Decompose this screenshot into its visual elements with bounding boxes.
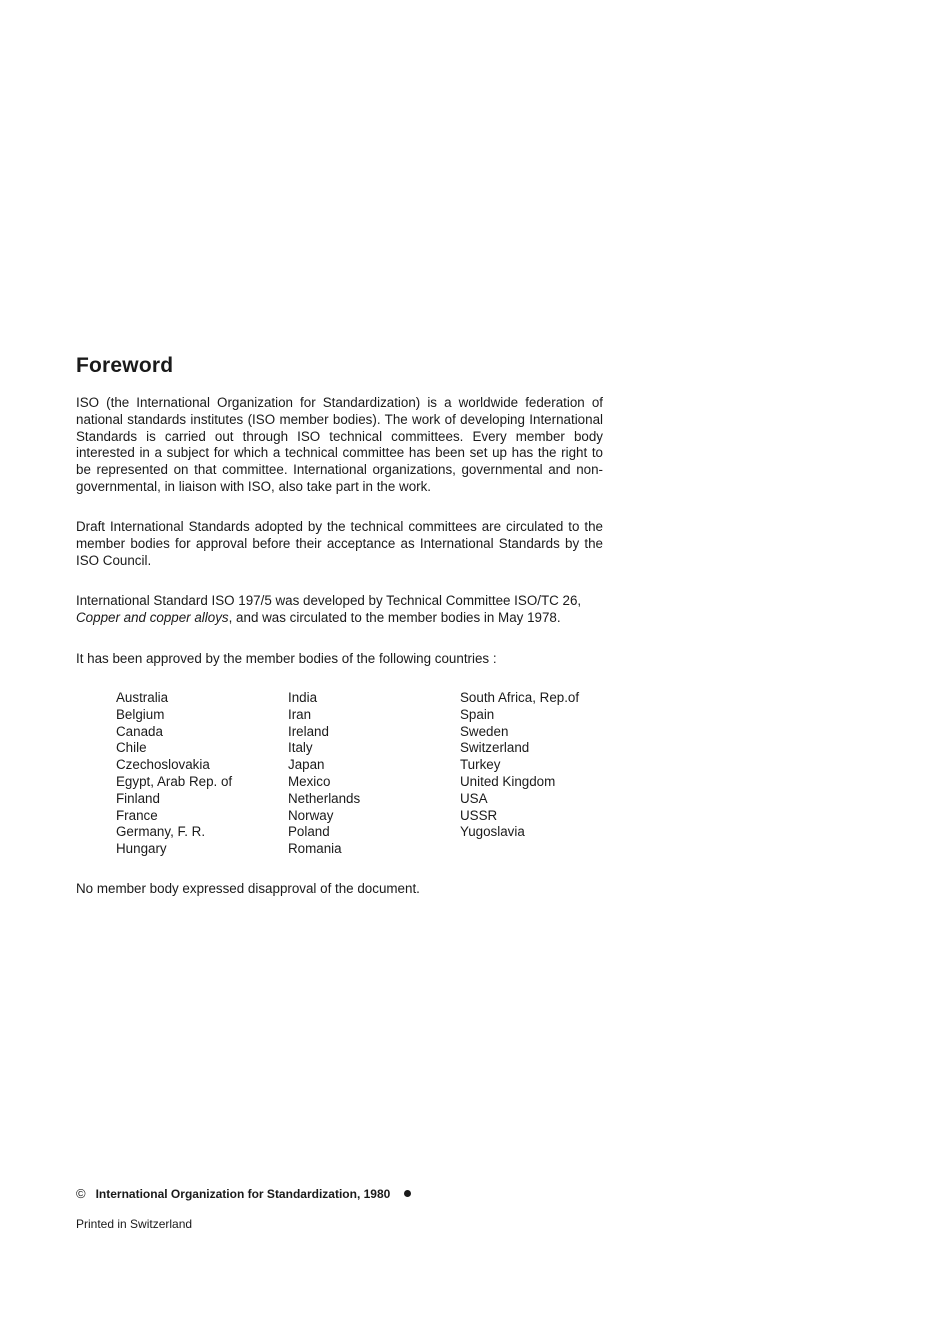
country-item: France xyxy=(116,807,158,823)
country-item: Chile xyxy=(116,740,147,756)
country-item: India xyxy=(288,690,318,705)
country-item: Japan xyxy=(288,757,325,773)
country-item: Switzerland xyxy=(460,740,530,756)
copyright-icon: © xyxy=(76,1186,86,1201)
country-item: Iran xyxy=(288,706,312,722)
committee-subject: Copper and copper alloys xyxy=(76,609,229,625)
country-column-2 xyxy=(288,690,360,858)
country-item: USSR xyxy=(460,807,498,823)
country-item: Spain xyxy=(460,706,495,722)
country-list xyxy=(116,690,616,870)
country-item: Turkey xyxy=(460,757,501,773)
country-item: Romania xyxy=(288,841,342,857)
country-item: Canada xyxy=(116,723,163,739)
country-item: Czechoslovakia xyxy=(116,757,210,773)
country-item: Germany, F. R. xyxy=(116,824,206,840)
country-item: Netherlands xyxy=(288,790,361,806)
country-item: Mexico xyxy=(288,773,331,789)
country-item: United Kingdom xyxy=(460,773,556,789)
country-item: Australia xyxy=(116,690,169,705)
country-item: South Africa, Rep.of xyxy=(460,690,580,705)
copyright-text: International Organization for Standardization, 1980 xyxy=(95,1187,391,1201)
country-item: Hungary xyxy=(116,841,167,857)
page-title: Foreword xyxy=(76,354,174,377)
country-item: Yugoslavia xyxy=(460,824,525,840)
paragraph-standard-text-end: , and was circulated to the member bodies in May 1978. xyxy=(228,609,561,625)
country-item: Italy xyxy=(288,740,313,756)
paragraph-no-disapproval: No member body expressed disapproval of the document. xyxy=(76,881,420,896)
country-item: Finland xyxy=(116,790,160,806)
paragraph-standard-development xyxy=(76,593,603,627)
country-item: Belgium xyxy=(116,706,165,722)
country-column-1 xyxy=(116,690,232,858)
country-item: Egypt, Arab Rep. of xyxy=(116,773,233,789)
paragraph-standard-text: International Standard ISO 197/5 was developed by Technical Committee ISO/TC 26, xyxy=(76,593,582,608)
paragraph-iso-intro: ISO (the International Organization for Standardization) is a worldwide federation of national standards institutes (ISO member bodies). The work of developing International Standards is carried out through ISO technical committees. Every member body interested in a subject for which a technical committee has been set up has the right to be represented on that committee. International organizations, governmental and non-governmental, in liaison with ISO, also take part in the work. xyxy=(76,395,603,494)
paragraph-draft-standards: Draft International Standards adopted by the technical committees are circulated to the member bodies for approval before their acceptance as International Standards by the ISO Council. xyxy=(76,519,603,568)
country-item: Norway xyxy=(288,807,334,823)
country-item: Sweden xyxy=(460,723,509,739)
country-item: USA xyxy=(460,790,488,806)
bullet-icon xyxy=(404,1190,411,1197)
paragraph-approval-intro: It has been approved by the member bodies of the following countries : xyxy=(76,651,497,666)
country-item: Ireland xyxy=(288,723,329,739)
country-column-3 xyxy=(460,690,579,841)
printed-location: Printed in Switzerland xyxy=(76,1217,193,1231)
copyright-line xyxy=(76,1186,411,1202)
country-item: Poland xyxy=(288,824,330,840)
